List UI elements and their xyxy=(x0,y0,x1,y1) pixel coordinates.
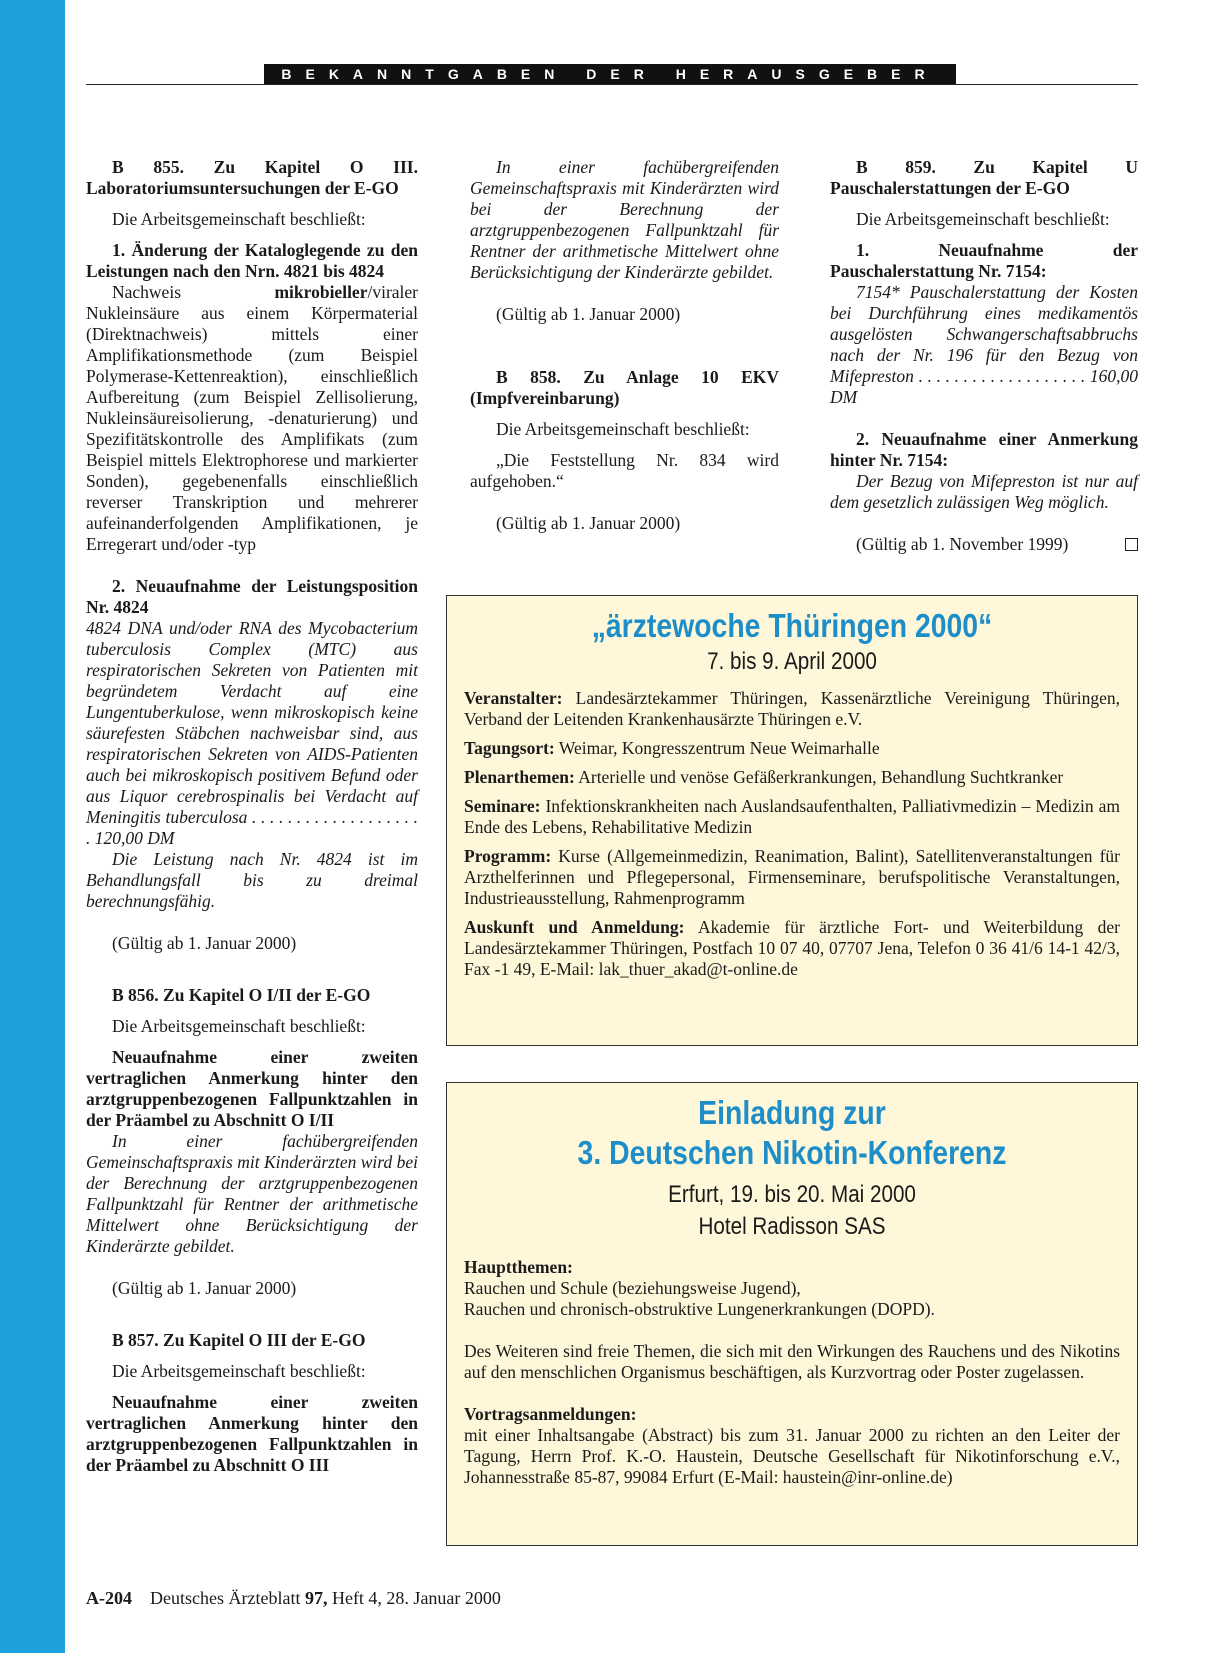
box1-dates: 7. bis 9. April 2000 xyxy=(707,648,877,675)
b859-valid-line xyxy=(830,534,1138,555)
page-number: A-204 xyxy=(86,1588,132,1608)
box1-venue-label: Tagungsort: xyxy=(464,738,555,758)
b855-p2-text: 4824 DNA und/oder RNA des Mycobacterium tuberculosis Complex (MTC) aus respiratorischen Sekreten von Patienten mit begründetem Verdacht auf eine Lungentuberkulose, wenn mikroskopisch keine säurefesten Stäbchen nachweisbar sind, aus respiratorischen Sekreten von AIDS-Patienten auch bei mikroskopisch positivem Befund oder aus Liquor cerebrospinalis bei Verdacht auf Meningitis tuberculosa . . . . . . . . . . . . . . . . . . . . 120,00 DM xyxy=(86,618,418,848)
b855-p1-text xyxy=(86,282,418,555)
box1-organizer-label: Veranstalter: xyxy=(464,688,563,708)
b855-decides: Die Arbeitsgemeinschaft beschließt: xyxy=(112,209,366,229)
b859-title: B 859. Zu Kapitel U Pauschalerstattungen der E-GO xyxy=(830,157,1138,198)
page-footer xyxy=(86,1588,501,1609)
box1-plenary xyxy=(464,767,1120,788)
b859-p1-price: 160,00 DM xyxy=(830,366,1138,407)
b857-sub: Neuaufnahme einer zweiten vertraglichen Anmerkung hinter den arztgruppenbezogenen Fallpunktzahlen in der Präambel zu Abschnitt O III xyxy=(86,1392,418,1475)
box1-plenary-label: Plenarthemen: xyxy=(464,767,575,787)
b855-p1-text-a: Nachweis xyxy=(112,282,275,302)
b855-p2-note: Die Leistung nach Nr. 4824 ist im Behandlungsfall bis zu dreimal berechnungsfähig. xyxy=(86,849,418,911)
box1-organizer-value: Landesärztekammer Thüringen, Kassenärztliche Vereinigung Thüringen, Verband der Leitenden Krankenhausärzte Thüringen e.V. xyxy=(464,688,1121,729)
box1-seminars xyxy=(464,796,1120,838)
b855-p1-text-bold: mikrobieller xyxy=(274,282,368,302)
box2-free-topics: Des Weiteren sind freie Themen, die sich mit den Wirkungen des Rauchens und des Nikotins auf den menschlichen Organismus beschäftigen, als Kurzvortrag oder Poster zugelassen. xyxy=(464,1341,1120,1382)
box1-title: „ärztewoche Thüringen 2000“ xyxy=(591,607,993,644)
box1-program-label: Programm: xyxy=(464,846,552,866)
b859-decides: Die Arbeitsgemeinschaft beschließt: xyxy=(856,209,1110,229)
aerztewoche-announcement-box xyxy=(446,595,1138,1046)
box1-venue xyxy=(464,738,1120,759)
journal-name: Deutsches Ärzteblatt xyxy=(150,1588,301,1608)
box2-hotel: Hotel Radisson SAS xyxy=(698,1213,886,1240)
column-3 xyxy=(830,157,1138,555)
box1-organizer xyxy=(464,688,1120,730)
b855-p1-text-b: /viraler Nukleinsäure aus einem Körpermaterial (Direktnachweis) mittels einer Amplifikationsmethode (zum Beispiel Polymerase-Kettenreaktion), einschließlich Aufbereitung (zum Beispiel Zellisolierung, Nukleinsäureisolierung, -denaturierung) und Spezifitätskontrolle des Amplifikats (zum Beispiel mittels Elektrophorese und markierter Sonden), gegebenenfalls einschließlich reverser Transkription und mehrerer aufeinanderfolgenden Amplifikationen, je Erregerart und/oder -typ xyxy=(86,282,418,554)
b858-valid: (Gültig ab 1. Januar 2000) xyxy=(496,513,681,533)
nikotin-konferenz-box xyxy=(446,1082,1138,1546)
box2-talks: mit einer Inhaltsangabe (Abstract) bis zum 31. Januar 2000 zu richten an den Leiter der Tagung, Herrn Prof. K.-O. Haustein, Deutsche Gesellschaft für Nikotinforschung e.V., Johannesstraße 85-87, 99084 Erfurt (E-Mail: haustein@inr-online.de) xyxy=(464,1425,1120,1487)
b857-title: B 857. Zu Kapitel O III der E-GO xyxy=(112,1330,366,1350)
b855-p2-title: 2. Neuaufnahme der Leistungsposition Nr. 4824 xyxy=(86,576,418,617)
box2-title-line2: 3. Deutschen Nikotin-Konferenz xyxy=(577,1134,1007,1171)
b855-valid: (Gültig ab 1. Januar 2000) xyxy=(112,933,297,953)
b856-sub: Neuaufnahme einer zweiten vertraglichen Anmerkung hinter den arztgruppenbezogenen Fallpunktzahlen in der Präambel zu Abschnitt O I/II xyxy=(86,1047,418,1130)
box2-topics-label: Hauptthemen: xyxy=(464,1257,573,1277)
b856-decides: Die Arbeitsgemeinschaft beschließt: xyxy=(112,1016,366,1036)
b859-p2-title: 2. Neuaufnahme einer Anmerkung hinter Nr. 7154: xyxy=(830,429,1138,470)
box1-seminars-value: Infektionskrankheiten nach Auslandsaufenthalten, Palliativmedizin – Medizin am Ende des Lebens, Rehabilitative Medizin xyxy=(464,796,1120,837)
b858-text: „Die Feststellung Nr. 834 wird aufgehoben.“ xyxy=(470,450,779,491)
b858-title: B 858. Zu Anlage 10 EKV (Impfvereinbarung) xyxy=(470,367,779,408)
box2-title-line1: Einladung zur xyxy=(698,1094,886,1131)
b855-p2-price: 120,00 DM xyxy=(94,828,175,848)
column-1 xyxy=(86,157,418,1476)
b855-p2-text-body: 4824 DNA und/oder RNA des Mycobacterium tuberculosis Complex (MTC) aus respiratorischen Sekreten von Patienten mit begründetem Verdacht auf eine Lungentuberkulose, wenn mikroskopisch keine säurefesten Stäbchen nachweisbar sind, aus respiratorischen Sekreten von AIDS-Patienten auch bei mikroskopisch positivem Befund oder aus Liquor cerebrospinalis bei Verdacht auf Meningitis tuberculosa xyxy=(86,618,418,827)
b859-p1-title: 1. Neuaufnahme der Pauschalerstattung Nr. 7154: xyxy=(830,240,1138,281)
b856-title: B 856. Zu Kapitel O I/II der E-GO xyxy=(112,985,371,1005)
b859-valid: (Gültig ab 1. November 1999) xyxy=(856,534,1069,554)
box1-program xyxy=(464,846,1120,909)
b855-title: B 855. Zu Kapitel O III. Laboratoriumsuntersuchungen der E-GO xyxy=(86,157,418,198)
box1-info xyxy=(464,917,1120,980)
b856-text: In einer fachübergreifenden Gemeinschaftspraxis mit Kinderärzten wird bei der Berechnung der arztgruppenbezogenen Fallpunktzahl für Rentner der arithmetische Mittelwert ohne Berücksichtigung der Kinderärzte gebildet. xyxy=(86,1131,418,1256)
box1-info-label: Auskunft und Anmeldung: xyxy=(464,917,685,937)
b856-valid: (Gültig ab 1. Januar 2000) xyxy=(112,1278,297,1298)
box1-program-value: Kurse (Allgemeinmedizin, Reanimation, Balint), Satellitenveranstaltungen für Arzthelferinnen und Pflegepersonal, Firmenseminare, berufspolitische Veranstaltungen, Industrieausstellung, Rahmenprogramm xyxy=(464,846,1121,908)
section-header: BEKANNTGABEN DER HERAUSGEBER xyxy=(264,64,956,84)
b858-decides: Die Arbeitsgemeinschaft beschließt: xyxy=(496,419,750,439)
end-of-article-square xyxy=(1125,538,1138,551)
b859-p1-text-body: 7154* Pauschalerstattung der Kosten bei Durchführung eines medikamentös ausgelösten Schwangerschaftsabbruchs nach der Nr. 196 für den Bezug von Mifepreston xyxy=(830,282,1138,386)
b857-text: In einer fachübergreifenden Gemeinschaftspraxis mit Kinderärzten wird bei der Berechnung der arztgruppenbezogenen Fallpunktzahl für Rentner der arithmetische Mittelwert ohne Berücksichtigung der Kinderärzte gebildet. xyxy=(470,157,779,282)
box1-venue-value: Weimar, Kongresszentrum Neue Weimarhalle xyxy=(558,738,880,758)
b855-p1-title: 1. Änderung der Kataloglegende zu den Leistungen nach den Nrn. 4821 bis 4824 xyxy=(86,240,418,281)
b859-p1-text: 7154* Pauschalerstattung der Kosten bei Durchführung eines medikamentös ausgelösten Schwangerschaftsabbruchs nach der Nr. 196 für den Bezug von Mifepreston . . . . . . . . . . . . . . . . . . . 160,00 DM xyxy=(830,282,1138,407)
column-2 xyxy=(470,157,779,534)
box1-info-value: Akademie für ärztliche Fort- und Weiterbildung der Landesärztekammer Thüringen, Postfach 10 07 40, 07707 Jena, Telefon 0 36 41/6 14-1 42/3, Fax -1 49, E-Mail: lak_thuer_akad@t-online.de xyxy=(464,917,1120,979)
b857-decides: Die Arbeitsgemeinschaft beschließt: xyxy=(112,1361,366,1381)
box1-seminars-label: Seminare: xyxy=(464,796,541,816)
box1-plenary-value: Arterielle und venöse Gefäßerkrankungen, Behandlung Suchtkranker xyxy=(578,767,1064,787)
b857-valid: (Gültig ab 1. Januar 2000) xyxy=(496,304,681,324)
header-rule xyxy=(86,84,1138,85)
box2-topic-1: Rauchen und Schule (beziehungsweise Jugend), xyxy=(464,1278,801,1298)
b859-p2-text: Der Bezug von Mifepreston ist nur auf dem gesetzlich zulässigen Weg möglich. xyxy=(830,471,1138,512)
box2-topic-2: Rauchen und chronisch-obstruktive Lungenerkrankungen (DOPD). xyxy=(464,1299,935,1319)
box2-place-date: Erfurt, 19. bis 20. Mai 2000 xyxy=(668,1181,916,1208)
box2-talks-label: Vortragsanmeldungen: xyxy=(464,1404,637,1424)
journal-issue: Heft 4, 28. Januar 2000 xyxy=(331,1588,501,1608)
side-color-bar xyxy=(0,0,65,1653)
journal-volume: 97, xyxy=(304,1588,328,1608)
